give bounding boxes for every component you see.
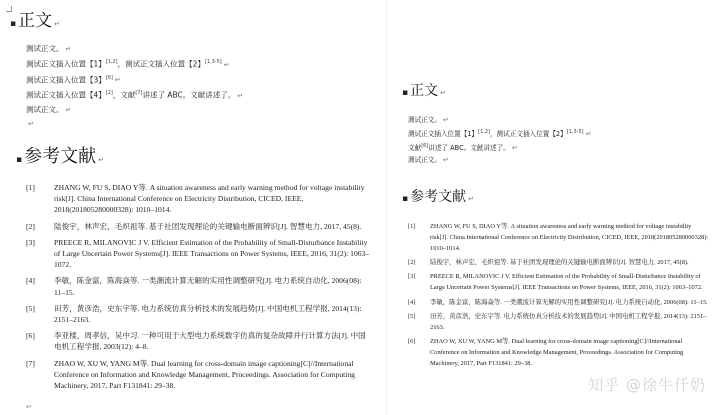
watermark: 知乎 @徐牛仟奶 xyxy=(588,376,706,394)
heading-main[interactable] xyxy=(402,80,446,100)
reference-item: [4] 李敏，陈金富，陈海焱等. 一类潮流计算无解的实用性调整研究[J]. 电力系统自动化, 2006(08): 11–15. xyxy=(26,276,362,297)
reference-item: [6] ZHAO W, XU W, YANG M等. Dual learning for cross-domain image captioning[C]//International Conference on Information and Knowledge Management, Proceedings. Association for Computing Machinery, 2017, Part F131841: 29–38. xyxy=(408,338,684,367)
reference-item: [3] PREECE R, MILANOVIC J V. Efficient Estimation of the Probability of Small-Disturbance Instability of Large Uncertain Power Systems[J]. IEEE Transactions on Power Systems, IEEE, 2016, 31(2): 1063–1072. xyxy=(26,237,370,270)
heading-references-text: 参考文献 xyxy=(24,146,97,167)
body-line-empty: ↵ xyxy=(28,119,34,128)
reference-list[interactable] xyxy=(26,182,370,396)
reference-item: [5] 田芳，黄彦浩，史东宇等. 电力系统仿真分析技术的发展趋势[J]. 中国电机工程学报, 2014(13): 2151–2163. xyxy=(26,303,362,325)
heading-references-text: 参考文献 xyxy=(410,189,467,205)
heading-bullet-icon: ▪ xyxy=(10,19,17,29)
body-line: 测试正文插入位置【1】[1,2]，测试正文插入位置【2】[1,3-5] ↵ xyxy=(26,59,230,69)
body-line: 测试正文。 ↵ xyxy=(408,156,449,165)
paragraph-mark-icon: ↵ xyxy=(98,156,104,164)
reference-item: [1] ZHANG W, FU S, DIAO Y等. A situation awareness and early warning method for voltage instability risk[J]. China International Conference on Electricity Distribution, CICED, IEEE, 2018(201805280000328): 1010–1014. xyxy=(26,183,365,215)
reference-item: [2] 陆俊宇，林声宏，毛炽祖等. 基于社团发现理论的关键输电断面辨识[J]. 智慧电力, 2017, 45(8). xyxy=(408,258,689,266)
body-text[interactable] xyxy=(408,114,591,166)
body-line: 测试正文。 ↵ xyxy=(26,44,72,53)
body-line: 测试正文。 ↵ xyxy=(408,116,449,124)
reference-item: [5] 田芳，黄彦浩，史东宇等. 电力系统仿真分析技术的发展趋势[J]. 中国电机工程学报, 2014(13): 2151–2163. xyxy=(408,312,707,331)
heading-main-text: 正文 xyxy=(18,11,53,31)
body-line: 测试正文。 ↵ xyxy=(26,104,72,114)
heading-main[interactable] xyxy=(10,6,60,31)
heading-bullet-icon: ▪ xyxy=(402,194,409,204)
body-line: 测试正文插入位置【1】[1,2]，测试正文插入位置【2】[1,3-5] ↵ xyxy=(408,129,592,139)
reference-item: [1] ZHANG W, FU S, DIAO Y等. A situation awareness and early warning method for voltage instability risk[J]. China International Conference on Electricity Distribution, CICED, IEEE, 2018(201805280000328): 1010–1014. xyxy=(408,223,709,252)
heading-bullet-icon: ▪ xyxy=(402,88,409,98)
pane-divider xyxy=(386,0,387,415)
paragraph-mark-icon: ↵ xyxy=(440,89,446,97)
reference-item: [2] 陆俊宇，林声宏，毛炽祖等. 基于社团发现理论的关键输电断面辨识[J]. 智慧电力, 2017, 45(8). xyxy=(26,221,362,231)
reference-item: [6] 李亚楼，周孝信，吴中习. 一种可用于大型电力系统数字仿真的复杂故障并行计算方法[J]. 中国电机工程学报, 2003(12): 4–8. xyxy=(26,331,366,352)
reference-item: [3] PREECE R, MILANOVIC J V. Efficient Estimation of the Probability of Small-Disturbance Instability of Large Uncertain Power Systems[J]. IEEE Transactions on Power Systems, IEEE, 2016, 31(2): 1063–1072. xyxy=(408,273,703,292)
heading-bullet-icon: ▪ xyxy=(16,155,23,165)
document-pane-right xyxy=(392,70,720,415)
paragraph-mark-icon: ↵ xyxy=(54,20,60,28)
body-text[interactable] xyxy=(26,42,243,131)
body-line: 测试正文插入位置【3】[6] ↵ xyxy=(26,74,121,84)
heading-references[interactable] xyxy=(16,142,104,168)
reference-item: [7] ZHAO W, XU W, YANG M等. Dual learning for cross-domain image captioning[C]//International Conference on Information and Knowledge Management, Proceedings. Association for Computing Machinery, 2017, Part F131841: 29–38. xyxy=(26,358,355,391)
body-line: 文献[6]讲述了 ABC。文献讲述了。 ↵ xyxy=(408,143,518,153)
paragraph-mark-icon: ↵ xyxy=(26,403,32,411)
paragraph-mark-icon: ↵ xyxy=(468,195,474,203)
heading-main-text: 正文 xyxy=(410,83,439,99)
reference-list[interactable] xyxy=(408,222,710,373)
reference-item: [4] 李敏，陈金富，陈海焱等. 一类潮流计算无解的实用性调整研究[J]. 电力系统自动化, 2006(08): 11–15. xyxy=(408,298,708,306)
body-line: 测试正文插入位置【4】[2]，文献[7]讲述了 ABC。文献讲述了。 ↵ xyxy=(26,90,244,100)
heading-references[interactable] xyxy=(402,186,474,206)
